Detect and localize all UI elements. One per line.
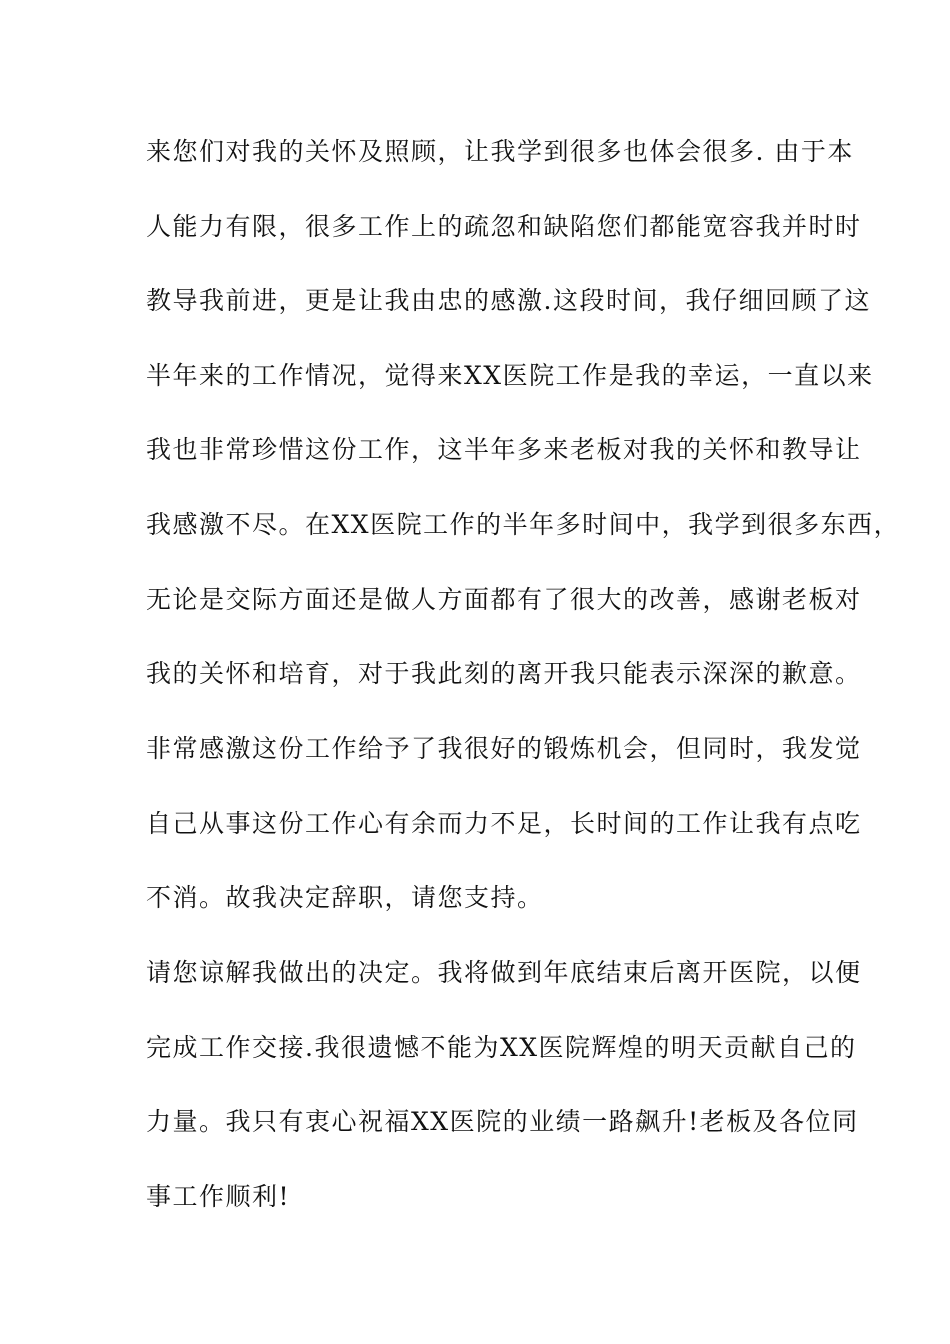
text-line: 人能力有限，很多工作上的疏忽和缺陷您们都能宽容我并时时 <box>146 212 862 241</box>
text-line: 半年来的工作情况，觉得来XX医院工作是我的幸运，一直以来 <box>146 361 874 390</box>
text-line: 自己从事这份工作心有余而力不足，长时间的工作让我有点吃 <box>146 809 862 838</box>
text-line: 事工作顺利! <box>146 1182 291 1211</box>
text-line: 教导我前进，更是让我由忠的感激.这段时间，我仔细回顾了这 <box>146 286 871 315</box>
text-line: 非常感激这份工作给予了我很好的锻炼机会，但同时，我发觉 <box>146 734 862 763</box>
text-line: 力量。我只有衷心祝福XX医院的业绩一路飙升!老板及各位同 <box>146 1107 859 1136</box>
text-line: 完成工作交接.我很遗憾不能为XX医院辉煌的明天贡献自己的 <box>146 1033 857 1062</box>
text-line: 我的关怀和培育，对于我此刻的离开我只能表示深深的歉意。 <box>146 659 862 688</box>
text-line: 不消。故我决定辞职，请您支持。 <box>146 883 544 912</box>
text-line: 无论是交际方面还是做人方面都有了很大的改善，感谢老板对 <box>146 585 862 614</box>
text-line: 请您谅解我做出的决定。我将做到年底结束后离开医院，以便 <box>146 958 862 987</box>
text-line: 我也非常珍惜这份工作，这半年多来老板对我的关怀和教导让 <box>146 435 862 464</box>
text-line: 我感激不尽。在XX医院工作的半年多时间中，我学到很多东西， <box>146 510 901 539</box>
text-line: 来您们对我的关怀及照顾，让我学到很多也体会很多. 由于本 <box>146 137 854 166</box>
